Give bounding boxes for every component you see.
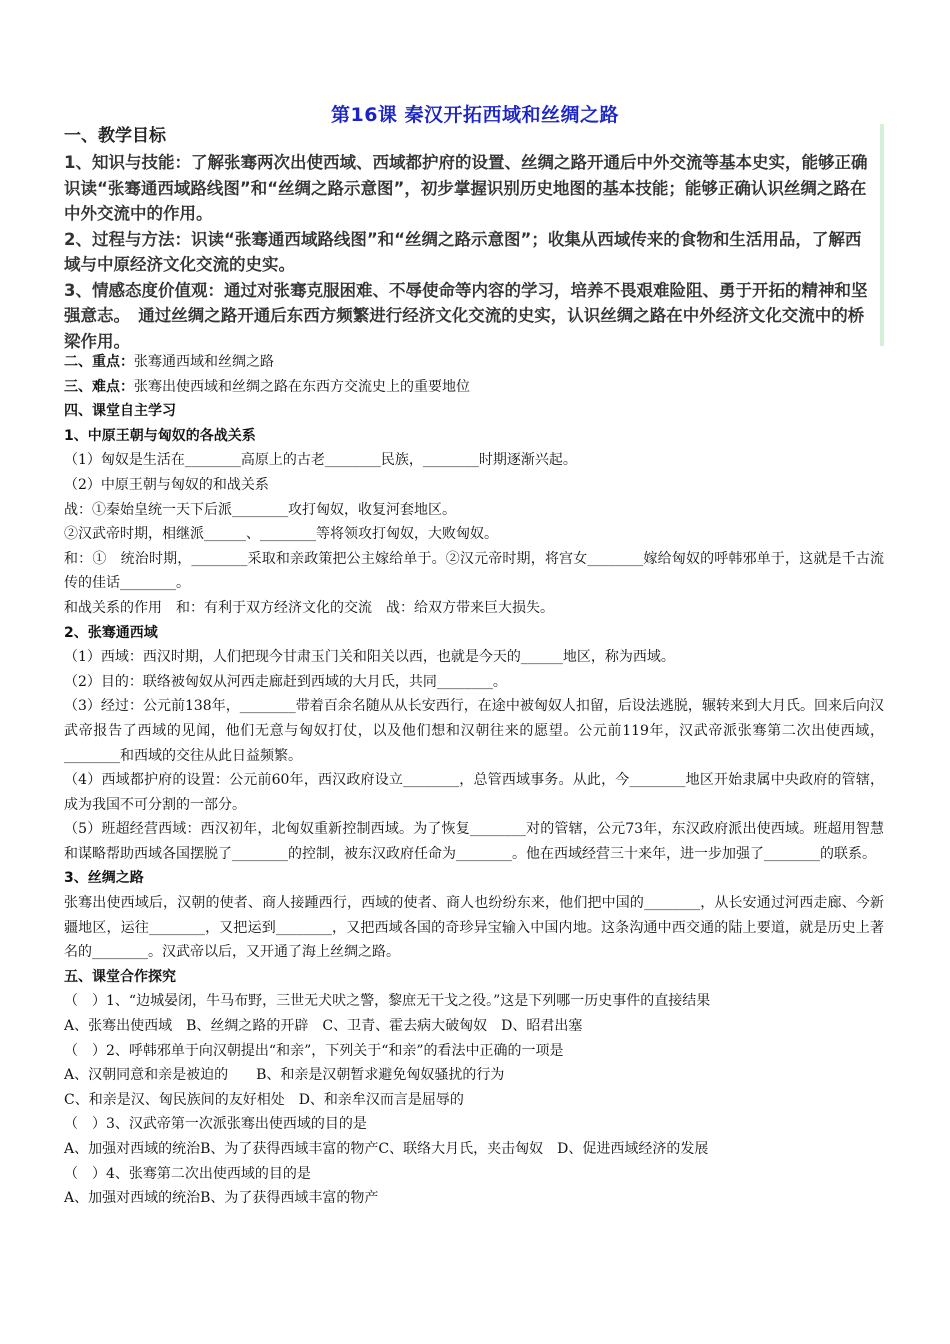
section-3-heading: 3、丝绸之路 [64, 870, 144, 887]
difficult-point-label: 三、难点： [64, 378, 134, 395]
difficult-point [64, 375, 884, 400]
question-options: A、汉朝同意和亲是被迫的 B、和亲是汉朝暂求避免匈奴骚扰的行为 [64, 1067, 505, 1084]
s2-line: （3）经过：公元前138年，________带着百余名随从从长安西行，在途中被匈奴人扣留，后设法逃脱，辗转来到大月氏。回来后向汉武帝报告了西域的见闻，他们无意与匈奴打仗，以及他们想和汉朝往来的愿望。公元前119年，汉武帝派张骞第二次出使西域，________和西域的交往从此日益频繁。 [64, 698, 884, 764]
difficult-point-text: 张骞出使西域和丝绸之路在东西方交流史上的重要地位 [134, 378, 470, 395]
self-study-heading: 四、课堂自主学习 [64, 403, 176, 420]
question-line: （ ）3、汉武帝第一次派张骞出使西域的目的是 [64, 1116, 367, 1133]
objective-item: 2、过程与方法：识读“张骞通西域路线图”和“丝绸之路示意图”；收集从西域传来的食物和生活用品，了解西域与中原经济文化交流的史实。 [64, 229, 862, 274]
scan-edge-bar [880, 124, 884, 346]
s1-line: （1）匈奴是生活在________高原上的古老________民族，________时期逐渐兴起。 [64, 452, 577, 469]
question-line: （ ）4、张骞第二次出使西域的目的是 [64, 1165, 311, 1182]
key-point-label: 二、重点： [64, 354, 134, 370]
s1-line: （2）中原王朝与匈奴的和战关系 [64, 476, 269, 493]
page-title: 第16课 秦汉开拓西域和丝绸之路 [330, 104, 620, 126]
objective-item: 1、知识与技能：了解张骞两次出使西域、西域都护府的设置、丝绸之路开通后中外交流等基本史实，能够正确识读“张骞通西域路线图”和“丝绸之路示意图”，初步掌握识别历史地图的基本技能；能够正确认识丝绸之路在中外交流中的作用。 [64, 153, 868, 223]
s3-paragraph: 张骞出使西域后，汉朝的使者、商人接踵西行，西域的使者、商人也纷纷东来，他们把中国的________，从长安通过河西走廊、今新疆地区，运往________，又把运到________，又把西域各国的奇珍异宝输入中国内地。这条沟通中西交通的陆上要道，就是历史上著名的________。汉武帝以后，又开通了海上丝绸之路。 [64, 895, 884, 961]
question-options: A、张骞出使西域 B、丝绸之路的开辟 C、卫青、霍去病大破匈奴 D、昭君出塞 [64, 1018, 583, 1035]
objective-item: 3、情感态度价值观：通过对张骞克服困难、不辱使命等内容的学习，培养不畏艰难险阻、勇于开拓的精神和坚强意志。 通过丝绸之路开通后东西方频繁进行经济文化交流的史实，认识丝绸之路在中外经济文化交流中的桥梁作用。 [64, 280, 868, 351]
question-line: （ ）1、“边城晏闭，牛马布野，三世无犬吠之警，黎庶无干戈之役。”这是下列哪一历史事件的直接结果 [64, 993, 711, 1010]
cooperation-heading: 五、课堂合作探究 [64, 968, 176, 985]
question-options: C、和亲是汉、匈民族间的友好相处 D、和亲牟汉而言是屈辱的 [64, 1091, 464, 1108]
document-body [64, 350, 884, 1211]
s2-line: （1）西域：西汉时期，人们把现今甘肃玉门关和阳关以西，也就是今天的______地区，称为西域。 [64, 649, 675, 666]
objectives-heading: 一、教学目标 [64, 126, 166, 146]
s2-line: （2）目的：联络被匈奴从河西走廊赶到西域的大月氏，共同________。 [64, 673, 507, 690]
s2-line: （4）西域都护府的设置：公元前60年，西汉政府设立________，总管西域事务。从此，今________地区开始隶属中央政府的管辖，成为我国不可分割的一部分。 [64, 772, 884, 813]
s1-line: 和：① 统治时期，________采取和亲政策把公主嫁给单于。②汉元帝时期，将宫女________嫁给匈奴的呼韩邪单于，这就是千古流传的佳话________。 [64, 550, 884, 592]
section-1-heading: 1、中原王朝与匈奴的各战关系 [64, 427, 256, 444]
question-line: （ ）2、呼韩邪单于向汉朝提出“和亲”，下列关于“和亲”的看法中正确的一项是 [64, 1042, 564, 1059]
question-options: A、加强对西域的统治B、为了获得西域丰富的物产 [64, 1190, 379, 1207]
section-2-heading: 2、张骞通西域 [64, 624, 158, 641]
question-options: A、加强对西域的统治B、为了获得西域丰富的物产C、联络大月氏，夹击匈奴 D、促进西域经济的发展 [64, 1141, 709, 1157]
s1-line: 和战关系的作用 和：有利于双方经济文化的交流 战：给双方带来巨大损失。 [64, 599, 554, 616]
s2-line: （5）班超经营西域：西汉初年，北匈奴重新控制西域。为了恢复________对的管辖，公元73年，东汉政府派出使西域。班超用智慧和谋略帮助西域各国摆脱了________的控制，被东汉政府任命为________。他在西域经营三十来年，进一步加强了________的联系。 [64, 821, 884, 862]
objectives-scanned-block [64, 124, 884, 351]
s1-line: 战：①秦始皇统一天下后派________攻打匈奴，收复河套地区。 [64, 501, 456, 518]
key-point-text: 张骞通西域和丝绸之路 [134, 354, 274, 370]
key-point [64, 350, 884, 375]
s1-line: ②汉武帝时期，相继派______、________等将领攻打匈奴，大败匈奴。 [64, 526, 498, 543]
